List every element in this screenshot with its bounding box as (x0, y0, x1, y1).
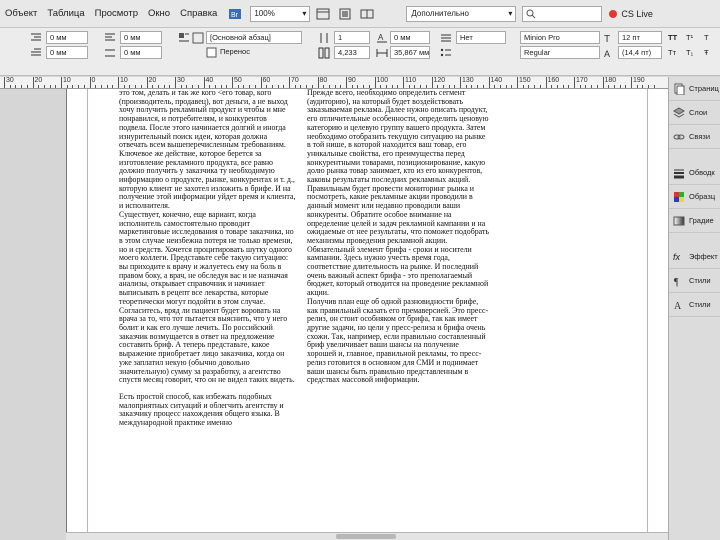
panel-label: Обводк (689, 168, 715, 177)
ruler-tick (10, 85, 11, 88)
ruler-tick (289, 77, 290, 88)
document-canvas[interactable] (0, 89, 668, 540)
baseline-shift-icon (376, 32, 388, 44)
workspace-label: Дополнительно (411, 9, 469, 18)
character-styles-icon (673, 299, 685, 311)
ruler-label: 150 (519, 77, 531, 84)
ruler-tick (631, 77, 632, 88)
paragraph: Прежде всего, необходимо определить сегмент (аудиторию), на который будет воздействовать заказываемая реклама. Далее нужно описать продукт, его отличительные особенности, определить ценовую категорию и целевую группу вашего продукта. Затем необходимо отобразить текущую ситуацию на рынке в той нише, в которой находится ваш товар, его уникальные свойства, его преимущества перед конкурентными товарами, позиционирование, какую долю рынка товар занимает, кто из его конкурентов, каковы результаты последних рекламных акций. Правильным будет провести мониторинг рынка и посмотреть, какие рекламные акции проводили в данный момент или недавно проводили ваши конкуренты. Обратите особое внимание на определение целей и задач рекламной кампании и на ожидаемые от нее результаты, что поможет подобрать механизмы проведения рекламной акции. Обязательный элемент брифа - сроки и носители кампании. Здесь нужно учесть время года, соответствие длительность на рынке. И последний очень важный аспект брифа - это преполагаемый бюджет, который отводится на проведение рекламной акции. (307, 88, 490, 298)
links-icon (673, 131, 685, 143)
panel-label: Стили (689, 300, 711, 309)
ruler-tick (528, 85, 529, 88)
strikethrough-icon[interactable]: Ŧ (704, 48, 709, 57)
scrollbar-thumb[interactable] (336, 534, 396, 539)
cs-live-label: CS Live (621, 8, 653, 19)
ruler-tick (101, 85, 102, 88)
ruler-tick (460, 77, 461, 88)
ruler-tick (534, 85, 535, 88)
ruler-tick (261, 77, 262, 88)
text-frame-column-1[interactable] (119, 89, 297, 428)
ruler-tick (477, 85, 478, 88)
chevron-down-icon: ▾ (508, 9, 513, 18)
horizontal-scrollbar[interactable] (66, 532, 668, 540)
screen-mode-icon[interactable] (336, 5, 354, 23)
hyphenation-label: Перенос (220, 47, 250, 56)
pages-icon (673, 83, 685, 95)
ruler-tick (72, 85, 73, 88)
arrange-documents-icon[interactable] (358, 5, 376, 23)
ruler-tick (107, 85, 108, 88)
font-size-field[interactable]: 12 пт (618, 31, 662, 44)
ruler-label: 70 (291, 77, 299, 84)
ruler-tick (27, 85, 28, 88)
language-select[interactable]: Нет (456, 31, 506, 44)
ruler-tick (67, 85, 68, 88)
menu-window[interactable]: Окно (148, 8, 171, 19)
hyphenation-checkbox[interactable] (206, 47, 218, 59)
ruler-tick (608, 85, 609, 88)
stroke-icon (673, 167, 685, 179)
workspace-select[interactable] (406, 6, 516, 22)
menu-view[interactable]: Просмотр (94, 8, 138, 19)
bullets-icon (440, 47, 452, 59)
ruler-tick (346, 77, 347, 88)
control-bar (0, 28, 720, 76)
space-after-field[interactable]: 0 мм (120, 46, 162, 59)
ruler-tick (272, 85, 273, 88)
paragraph: Существует, конечно, еще вариант, когда исполнитель самостоятельно проводит маркетинговые исследования о товаре заказчика, но в этом случае неизбежна потеря не только времени, но и средств. Хочется процитировать шутку одного моего коллеги. Представьте себе такую ситуацию: вы приходите к врачу и жалуетесь ему на боль в правом боку, а врач, не обследуя вас и не назначая анализы, открывает справочник и начинает выписывать в рецепт все лекарства, которые теоретически могут подойти в этом случае. Согласитесь, вряд ли пациент будет воровать на врача за то, что тот пытается выяснить, что у него болит и как его лучше лечить. По российский заказчик возмущается в ответ на предложение составить бриф. А теперь представьте, какое выражение приобретает лицо заказчика, когда он уже заплатил некую (обычно довольно значительную) сумму за разработку, а агентство спустя месяц говорит, что он не видел таких видеть. (119, 209, 295, 385)
ruler-label: 130 (462, 77, 474, 84)
paragraph: Есть простой способ, как избежать подобных малоприятных ситуаций и облегчить агентству и заказчику процесс нахождения общего языка. В международной практике именно (119, 391, 284, 428)
ruler-tick (563, 85, 564, 88)
ruler-tick (300, 85, 301, 88)
zoom-select[interactable] (250, 6, 310, 22)
right-indent-field[interactable]: 0 мм (120, 31, 162, 44)
ruler-label: 10 (120, 77, 128, 84)
ruler-label: 0 (91, 77, 96, 84)
document-page[interactable] (66, 89, 668, 540)
ruler-tick (278, 85, 279, 88)
ruler-label: 50 (234, 77, 242, 84)
ruler-tick (511, 85, 512, 88)
ruler-tick (55, 85, 56, 88)
ruler-tick (44, 85, 45, 88)
ruler-label: 90 (348, 77, 356, 84)
ruler-tick (471, 85, 472, 88)
ruler-label: 190 (633, 77, 645, 84)
search-input[interactable] (522, 6, 602, 22)
menu-table[interactable]: Таблица (47, 8, 85, 19)
first-line-indent-icon (30, 47, 42, 59)
ruler-tick (175, 77, 176, 88)
svg-text:A: A (378, 33, 384, 42)
ruler-tick (466, 85, 467, 88)
svg-text:A: A (674, 300, 682, 311)
ruler-label: 60 (262, 77, 271, 84)
ruler-tick (318, 77, 319, 88)
font-style-select[interactable]: Regular (520, 46, 600, 59)
panel-label: Стили (689, 276, 711, 285)
panels-dock (668, 77, 720, 540)
ruler-tick (95, 85, 96, 88)
margin-guide-left (87, 89, 88, 540)
menu-help[interactable]: Справка (180, 8, 218, 19)
ruler-label: 100 (376, 77, 389, 84)
superscript-icon[interactable]: T¹ (686, 33, 694, 42)
paragraph-style-select[interactable]: [Основной абзац] (206, 31, 302, 44)
panel-stroke[interactable] (669, 161, 720, 185)
panel-label: Градие (689, 216, 714, 225)
gradient-icon (673, 215, 685, 227)
ruler-tick (637, 85, 638, 88)
ruler-tick (506, 85, 507, 88)
ruler-tick (642, 85, 643, 88)
ruler-tick (84, 85, 85, 88)
chevron-down-icon: ▾ (302, 9, 307, 18)
columns-icon (318, 32, 330, 44)
panel-paragraph-styles[interactable] (669, 269, 720, 293)
ruler-label: 170 (576, 77, 588, 84)
ruler-tick (620, 85, 621, 88)
paragraph-styles-icon (673, 275, 685, 287)
ruler-tick (648, 85, 649, 88)
leading-icon (604, 47, 616, 59)
baseline-field[interactable]: 0 мм (390, 31, 430, 44)
align-grid-icon (192, 32, 204, 44)
ruler-tick (33, 77, 34, 88)
menu-object[interactable]: Объект (5, 8, 38, 19)
columns-field[interactable]: 1 (334, 31, 370, 44)
gutter-icon (318, 47, 330, 59)
ruler-tick (494, 85, 495, 88)
ruler-tick (483, 85, 484, 88)
ruler-tick (625, 85, 626, 88)
ruler-label: 20 (34, 77, 43, 84)
svg-text:¶: ¶ (674, 276, 679, 287)
left-indent-icon (30, 32, 42, 44)
zoom-value: 100% (254, 9, 275, 18)
paragraph: Получив план еще об одной разновидности брифе, как правильный сказать его премаверсией. Это пресс-релиз, он стоит особняком от брифа, так как имеет другие задачи, но цели у пресс-релиза и брифа очень схожи. Так, например, если правильно составленный бриф увеличивает ваши шансы на получение хорошей и, главное, правильной рекламы, то пресс-релиз готовится в основном для СМИ и поднимает ваши шансы быть правильно представленным в средствах массовой информации. (307, 296, 489, 385)
ruler-tick (375, 77, 376, 88)
ruler-tick (432, 77, 433, 88)
width-field[interactable]: 35,867 мм (390, 46, 430, 59)
panel-character-styles[interactable] (669, 293, 720, 317)
panel-label: Эффект (689, 252, 718, 261)
panel-effects[interactable] (669, 245, 720, 269)
ruler-tick (90, 77, 91, 88)
cs-live-icon (608, 9, 618, 19)
panel-gradient[interactable] (669, 209, 720, 233)
left-indent-field[interactable]: 0 мм (46, 31, 88, 44)
svg-text:T: T (604, 34, 611, 44)
bridge-icon[interactable] (226, 5, 244, 23)
ruler-tick (614, 85, 615, 88)
small-caps-icon[interactable]: Tт (668, 48, 677, 57)
width-icon (376, 47, 388, 59)
search-icon (526, 9, 536, 19)
ruler-tick (112, 85, 113, 88)
panel-layers[interactable] (669, 101, 720, 125)
first-line-indent-field[interactable]: 0 мм (46, 46, 88, 59)
ruler-label: 10 (63, 77, 71, 84)
ruler-tick (118, 77, 119, 88)
ruler-tick (654, 85, 655, 88)
drop-cap-icon (178, 32, 190, 44)
subscript-icon[interactable]: T₁ (686, 48, 694, 57)
cs-live-button[interactable] (608, 9, 653, 19)
panel-label: Связи (689, 132, 711, 141)
ruler-tick (585, 85, 586, 88)
menu-bar (0, 0, 720, 28)
ruler-label: 110 (405, 77, 417, 84)
ruler-tick (580, 85, 581, 88)
svg-text:A: A (604, 49, 611, 59)
ruler-label: 20 (148, 77, 157, 84)
ruler-tick (403, 77, 404, 88)
ruler-tick (517, 77, 518, 88)
ruler-label: 30 (177, 77, 185, 84)
ruler-tick (295, 85, 296, 88)
panel-label: Страниц (689, 84, 719, 93)
ruler-tick (551, 85, 552, 88)
ruler-tick (500, 85, 501, 88)
ruler-tick (4, 77, 5, 88)
panel-pages[interactable] (669, 77, 720, 101)
ruler-tick (15, 85, 16, 88)
ruler-tick (546, 77, 547, 88)
svg-text:Br: Br (231, 11, 239, 19)
ruler-label: 140 (490, 77, 503, 84)
ruler-tick (78, 85, 79, 88)
ruler-tick (568, 85, 569, 88)
font-size-icon (604, 32, 616, 44)
ruler-tick (21, 85, 22, 88)
panel-swatches[interactable] (669, 185, 720, 209)
font-family-select[interactable]: Minion Pro (520, 31, 600, 44)
ruler-tick (557, 85, 558, 88)
ruler-label: 30 (6, 77, 14, 84)
effects-icon: fx (673, 251, 681, 262)
ruler-tick (489, 77, 490, 88)
ruler-tick (204, 77, 205, 88)
ruler-tick (591, 85, 592, 88)
paragraph: это том, делать и так же кого <его товар, кого (производитель, продавец), вот деньги, а не выход хочу получить рекламный продукт и чтобы и мне понравился, и потребителям, и конкурентов подвела. После этого начинается долгий и иногда изнурительный поиск идеи, которая должна отвечать всем вышеперечисленным требованиям. Ключевое же действие, которое берется за изготовление рекламного продукта, все равно должно получить у заказчика ту необходимую информацию о продукте, рынке, конкурентах и т. д., которую клиент не захотел изложить в брифе. И на получение этой информации уйдет время и клиента, и исполнителя. (119, 88, 296, 211)
ruler-tick (540, 85, 541, 88)
ruler-label: 120 (433, 77, 446, 84)
ruler-tick (597, 85, 598, 88)
ruler-label: 80 (319, 77, 328, 84)
ruler-tick (523, 85, 524, 88)
all-caps-icon[interactable]: TT (668, 33, 678, 42)
ruler-tick (603, 77, 604, 88)
margin-guide-right (647, 89, 648, 540)
swatches-icon (673, 191, 685, 203)
layers-icon (673, 107, 685, 119)
panel-label: Образц (689, 192, 716, 201)
text-frame-column-2[interactable] (307, 89, 489, 385)
right-indent-icon (104, 32, 116, 44)
ruler-tick (38, 85, 39, 88)
ruler-label: 160 (547, 77, 560, 84)
space-after-icon (104, 47, 116, 59)
ruler-tick (50, 85, 51, 88)
panel-label: Слои (689, 108, 708, 117)
ruler-tick (574, 77, 575, 88)
ruler-tick (283, 85, 284, 88)
ruler-tick (232, 77, 233, 88)
ruler-label: 180 (604, 77, 617, 84)
underline-icon[interactable]: T (704, 33, 709, 42)
ruler-label: 40 (205, 77, 214, 84)
leading-field[interactable]: (14,4 пт) (618, 46, 662, 59)
ruler-tick (147, 77, 148, 88)
language-icon (440, 32, 452, 44)
gutter-field[interactable]: 4,233 (334, 46, 370, 59)
view-options-icon[interactable] (314, 5, 332, 23)
panel-links[interactable] (669, 125, 720, 149)
ruler-tick (61, 77, 62, 88)
